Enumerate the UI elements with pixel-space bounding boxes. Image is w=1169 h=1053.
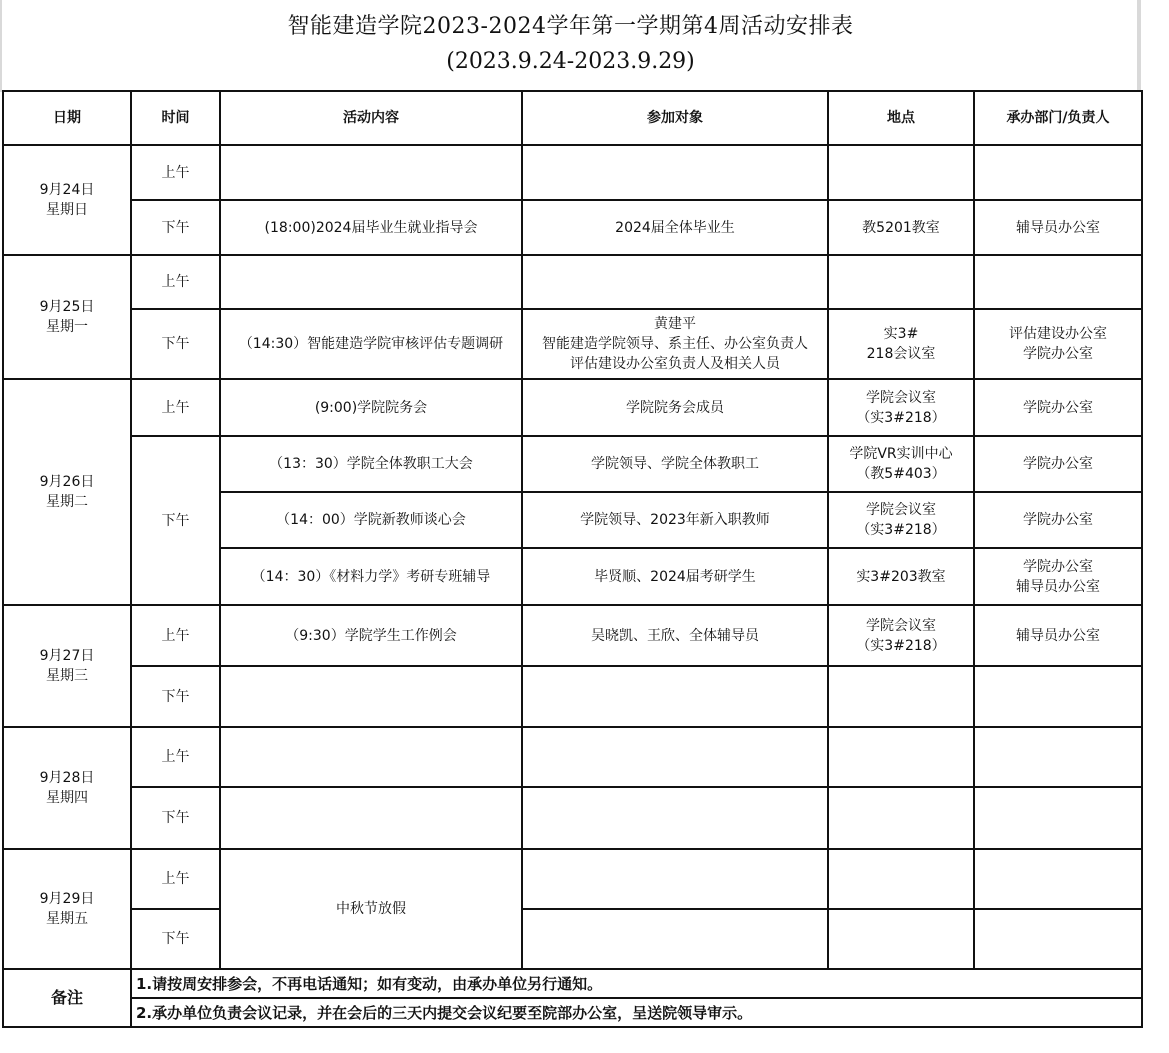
location-cell: 教5201教室 — [828, 200, 974, 255]
participants-cell — [522, 727, 828, 787]
table-row — [3, 255, 1142, 309]
location-cell: 学院会议室 （实3#218） — [828, 605, 974, 666]
organizer-cell — [974, 145, 1142, 200]
table-row — [3, 200, 1142, 255]
content-cell — [220, 787, 522, 849]
period-cell: 下午 — [131, 666, 220, 727]
date-cell: 9月24日 星期日 — [3, 145, 131, 255]
location-cell — [828, 255, 974, 309]
participants-cell: 黄建平 智能建造学院领导、系主任、办公室负责人 评估建设办公室负责人及相关人员 — [522, 309, 828, 379]
content-cell: (9:00)学院院务会 — [220, 379, 522, 436]
location-cell — [828, 849, 974, 909]
organizer-cell — [974, 849, 1142, 909]
organizer-cell — [974, 727, 1142, 787]
participants-cell — [522, 849, 828, 909]
participants-cell: 吴晓凯、王欣、全体辅导员 — [522, 605, 828, 666]
participants-cell: 2024届全体毕业生 — [522, 200, 828, 255]
period-cell: 上午 — [131, 255, 220, 309]
header-date: 日期 — [3, 91, 131, 145]
date-cell: 9月28日 星期四 — [3, 727, 131, 849]
period-cell: 上午 — [131, 145, 220, 200]
period-cell: 下午 — [131, 909, 220, 969]
participants-cell: 学院院务会成员 — [522, 379, 828, 436]
notes-row — [3, 969, 1142, 998]
header-content: 活动内容 — [220, 91, 522, 145]
participants-cell — [522, 255, 828, 309]
participants-cell — [522, 145, 828, 200]
location-cell: 实3# 218会议室 — [828, 309, 974, 379]
date-range: (2023.9.24-2023.9.29) — [446, 49, 695, 74]
period-cell: 上午 — [131, 605, 220, 666]
organizer-cell — [974, 255, 1142, 309]
date-cell: 9月26日 星期二 — [3, 379, 131, 605]
table-row — [3, 379, 1142, 436]
participants-cell — [522, 787, 828, 849]
header-row — [3, 91, 1142, 145]
title-block — [0, 8, 1141, 78]
table-row — [3, 436, 1142, 492]
location-cell — [828, 787, 974, 849]
notes-row — [3, 998, 1142, 1027]
content-cell: （14：30）《材料力学》考研专班辅导 — [220, 548, 522, 605]
period-cell: 下午 — [131, 436, 220, 605]
location-cell: 实3#203教室 — [828, 548, 974, 605]
table-row — [3, 666, 1142, 727]
period-cell: 下午 — [131, 309, 220, 379]
table-row — [3, 145, 1142, 200]
table-row — [3, 605, 1142, 666]
holiday-cell: 中秋节放假 — [220, 849, 522, 969]
participants-cell: 学院领导、学院全体教职工 — [522, 436, 828, 492]
header-time: 时间 — [131, 91, 220, 145]
organizer-cell: 辅导员办公室 — [974, 200, 1142, 255]
content-cell — [220, 666, 522, 727]
organizer-cell: 学院办公室 辅导员办公室 — [974, 548, 1142, 605]
content-cell — [220, 145, 522, 200]
content-cell: （14：00）学院新教师谈心会 — [220, 492, 522, 548]
organizer-cell: 学院办公室 — [974, 436, 1142, 492]
table-row — [3, 849, 1142, 909]
location-cell — [828, 145, 974, 200]
location-cell — [828, 727, 974, 787]
date-cell: 9月25日 星期一 — [3, 255, 131, 379]
organizer-cell: 辅导员办公室 — [974, 605, 1142, 666]
organizer-cell: 学院办公室 — [974, 379, 1142, 436]
organizer-cell — [974, 666, 1142, 727]
participants-cell — [522, 909, 828, 969]
location-cell — [828, 909, 974, 969]
organizer-cell — [974, 787, 1142, 849]
period-cell: 上午 — [131, 379, 220, 436]
page-title: 智能建造学院2023-2024学年第一学期第4周活动安排表 — [287, 14, 854, 39]
location-cell: 学院会议室 （实3#218） — [828, 379, 974, 436]
note-line-1: 1.请按周安排参会，不再电话通知；如有变动，由承办单位另行通知。 — [131, 969, 1142, 998]
content-cell: （9:30）学院学生工作例会 — [220, 605, 522, 666]
period-cell: 下午 — [131, 787, 220, 849]
note-line-2: 2.承办单位负责会议记录，并在会后的三天内提交会议纪要至院部办公室，呈送院领导审示。 — [131, 998, 1142, 1027]
table-row — [3, 309, 1142, 379]
header-organizer: 承办部门/负责人 — [974, 91, 1142, 145]
period-cell: 上午 — [131, 727, 220, 787]
participants-cell: 学院领导、2023年新入职教师 — [522, 492, 828, 548]
participants-cell — [522, 666, 828, 727]
period-cell: 上午 — [131, 849, 220, 909]
table-row — [3, 787, 1142, 849]
organizer-cell — [974, 909, 1142, 969]
header-location: 地点 — [828, 91, 974, 145]
location-cell: 学院VR实训中心 （教5#403） — [828, 436, 974, 492]
date-cell: 9月27日 星期三 — [3, 605, 131, 727]
table-row — [3, 727, 1142, 787]
period-cell: 下午 — [131, 200, 220, 255]
content-cell — [220, 727, 522, 787]
content-cell: （14:30）智能建造学院审核评估专题调研 — [220, 309, 522, 379]
content-cell: (18:00)2024届毕业生就业指导会 — [220, 200, 522, 255]
organizer-cell: 评估建设办公室 学院办公室 — [974, 309, 1142, 379]
schedule-table — [2, 90, 1143, 1028]
notes-label: 备注 — [3, 969, 131, 1027]
participants-cell: 毕贤顺、2024届考研学生 — [522, 548, 828, 605]
date-cell: 9月29日 星期五 — [3, 849, 131, 969]
content-cell — [220, 255, 522, 309]
location-cell: 学院会议室 （实3#218） — [828, 492, 974, 548]
location-cell — [828, 666, 974, 727]
header-participants: 参加对象 — [522, 91, 828, 145]
organizer-cell: 学院办公室 — [974, 492, 1142, 548]
table-row — [3, 909, 1142, 969]
content-cell: （13：30）学院全体教职工大会 — [220, 436, 522, 492]
